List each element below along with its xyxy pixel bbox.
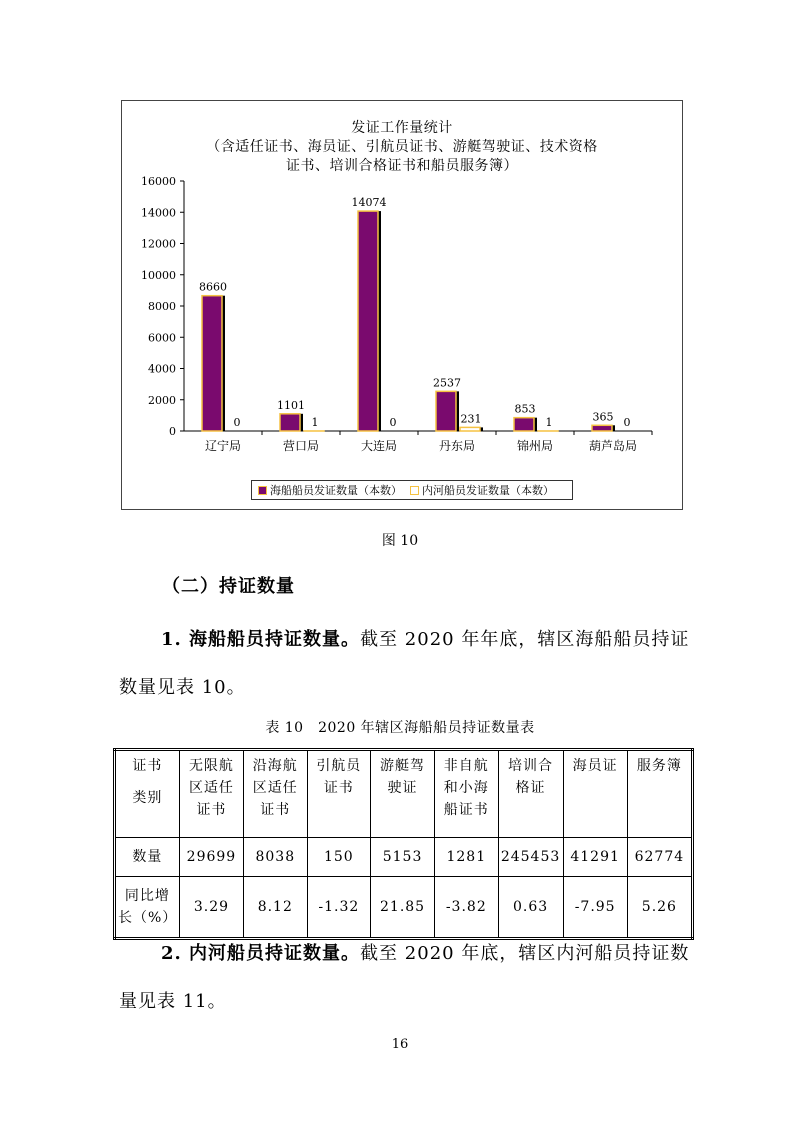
bar-data-label: 1 — [311, 415, 319, 429]
bar-data-label: 365 — [592, 410, 614, 424]
table-cell: 3.29 — [179, 877, 243, 939]
bar-data-label: 1101 — [277, 398, 305, 412]
row-label: 数量 — [115, 838, 180, 877]
paragraph-sea-crew-text: 截至 2020 年年底，辖区海船船员持证数量见表 10。 — [119, 629, 690, 698]
bar-data-label: 2537 — [433, 376, 461, 390]
column-header: 服务簿 — [627, 750, 692, 838]
table-cell: 5.26 — [627, 877, 692, 939]
bar-data-label: 0 — [389, 416, 397, 429]
x-tick-label: 辽宁局 — [204, 439, 242, 453]
table-cell: 5153 — [371, 838, 435, 877]
table-cell: 62774 — [627, 838, 692, 877]
column-header: 非自航和小海船证书 — [435, 750, 499, 838]
y-tick-label: 2000 — [148, 393, 176, 407]
y-tick-label: 4000 — [148, 362, 176, 376]
table-cell: 8038 — [244, 838, 307, 877]
x-tick-label: 丹东局 — [438, 439, 476, 453]
x-tick-label: 营口局 — [282, 439, 320, 453]
y-tick-label: 0 — [169, 425, 176, 438]
table-cell: 41291 — [563, 838, 627, 877]
table-cell: 150 — [307, 838, 371, 877]
bar-data-label: 14074 — [351, 196, 387, 210]
bar-sea-crew — [280, 414, 300, 431]
y-tick-label: 8000 — [148, 300, 176, 313]
column-header: 沿海航区适任证书 — [244, 750, 307, 838]
legend-item-sea — [258, 482, 402, 498]
table-cell: 1281 — [435, 838, 499, 877]
y-tick-label: 16000 — [141, 175, 176, 188]
bar-sea-crew — [436, 391, 456, 431]
certificate-issuance-chart — [121, 100, 683, 510]
table-cell: 8.12 — [244, 877, 307, 939]
legend-swatch-inland — [410, 486, 419, 495]
table-cell: 21.85 — [371, 877, 435, 939]
paragraph-inland-crew-heading: 2. 内河船员持证数量。 — [161, 943, 361, 964]
chart-title-line-1: 发证工作量统计 — [351, 120, 453, 136]
column-header: 游艇驾驶证 — [371, 750, 435, 838]
bar-data-label: 0 — [623, 416, 631, 429]
chart-legend — [251, 480, 573, 500]
bar-sea-crew — [358, 211, 378, 431]
paragraph-inland-crew — [119, 930, 699, 1026]
legend-label-inland: 内河船员发证数量（本数） — [422, 484, 554, 497]
bar-data-label: 853 — [514, 402, 536, 416]
y-tick-label: 6000 — [148, 331, 176, 345]
paragraph-sea-crew — [119, 616, 699, 712]
chart-plot — [122, 101, 682, 509]
y-tick-label: 10000 — [141, 268, 176, 282]
bar-data-label: 1 — [545, 415, 553, 429]
column-header: 海员证 — [563, 750, 627, 838]
bar-sea-crew — [514, 418, 534, 431]
x-tick-label: 葫芦岛局 — [588, 439, 638, 453]
corner-bottom-label: 类别 — [132, 790, 163, 806]
column-header: 培训合格证 — [498, 750, 563, 838]
table-corner-cell — [115, 750, 180, 838]
certificate-holding-table — [113, 748, 694, 940]
chart-title-line-2: （含适任证书、海员证、引航员证书、游艇驾驶证、技术资格 — [206, 139, 598, 155]
bar-sea-crew — [202, 296, 222, 431]
table-cell: 0.63 — [498, 877, 563, 939]
x-tick-label: 大连局 — [360, 439, 398, 453]
bar-data-label: 8660 — [199, 280, 227, 294]
table-header-row — [115, 750, 693, 838]
column-header: 引航员证书 — [307, 750, 371, 838]
table-cell: -7.95 — [563, 877, 627, 939]
section-heading: （二）持证数量 — [162, 576, 295, 597]
bar-data-label: 0 — [233, 416, 241, 429]
table-cell: 29699 — [179, 838, 243, 877]
x-tick-label: 锦州局 — [516, 439, 554, 453]
paragraph-inland-crew-text: 截至 2020 年底，辖区内河船员持证数量见表 11。 — [119, 943, 690, 1012]
column-header: 无限航区适任证书 — [179, 750, 243, 838]
corner-top-label: 证书 — [132, 758, 163, 774]
legend-swatch-sea — [258, 486, 267, 495]
bar-data-label: 231 — [460, 412, 482, 426]
page-number: 16 — [391, 1037, 409, 1052]
row-label: 同比增长（%） — [115, 877, 180, 939]
legend-label-sea: 海船船员发证数量（本数） — [270, 484, 402, 497]
legend-item-inland — [410, 482, 554, 498]
table-caption: 表 10 2020 年辖区海船船员持证数量表 — [265, 720, 535, 736]
y-tick-label: 14000 — [141, 206, 176, 220]
table-cell: -3.82 — [435, 877, 499, 939]
table-cell: 245453 — [498, 838, 563, 877]
paragraph-sea-crew-heading: 1. 海船船员持证数量。 — [161, 629, 361, 650]
y-tick-label: 12000 — [141, 237, 176, 251]
bar-sea-crew — [592, 425, 612, 431]
table-cell: -1.32 — [307, 877, 371, 939]
figure-caption: 图 10 — [381, 533, 419, 549]
bar-inland-crew — [460, 427, 480, 431]
chart-title-line-3: 证书、培训合格证书和船员服务簿） — [286, 158, 518, 174]
table-row — [115, 838, 693, 877]
